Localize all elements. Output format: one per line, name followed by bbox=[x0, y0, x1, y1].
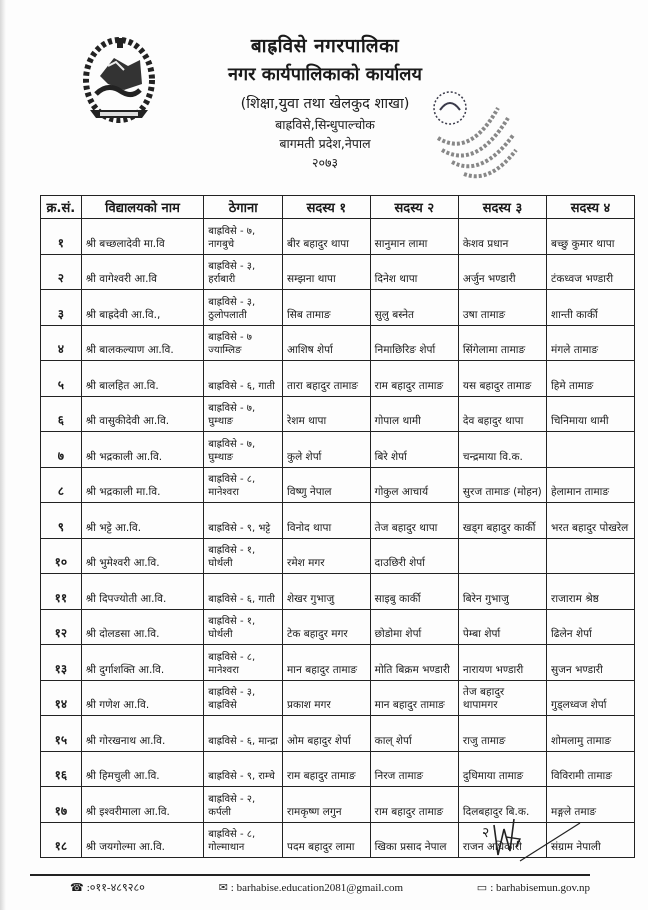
member-2-cell: दिनेश थापा bbox=[370, 254, 458, 290]
school-name-cell: श्री हिमचुली आ.वि. bbox=[81, 751, 204, 787]
serial-cell: १७ bbox=[41, 787, 82, 823]
member-1-cell: कुले शेर्पा bbox=[283, 432, 371, 468]
table-header-row bbox=[41, 196, 635, 219]
school-name-cell: श्री बच्छलादेवी मा.वि bbox=[81, 219, 204, 255]
serial-cell: ८ bbox=[41, 467, 82, 503]
table-row bbox=[41, 467, 635, 503]
member-3-cell bbox=[458, 538, 546, 574]
address-cell: बाह्रविसे - ८, मानेश्वरा bbox=[204, 467, 283, 503]
member-2-cell: साइबु कार्की bbox=[370, 574, 458, 610]
member-4-cell: बच्छु कुमार थापा bbox=[547, 219, 635, 255]
column-header-serial: क्र.सं. bbox=[41, 196, 82, 219]
member-1-cell: रेशम थापा bbox=[283, 396, 371, 432]
address-cell: बाह्रविसे - ७ ज्याम्लिङ bbox=[204, 325, 283, 361]
member-3-cell: देव बहादुर थापा bbox=[458, 396, 546, 432]
address-cell: बाह्रविसे - ७, घुम्थाङ bbox=[204, 396, 283, 432]
serial-cell: ३ bbox=[41, 290, 82, 326]
school-name-cell: श्री बालकल्याण आ.वि. bbox=[81, 325, 204, 361]
province: बागमती प्रदेश,नेपाल bbox=[279, 136, 371, 151]
table-row bbox=[41, 290, 635, 326]
table-row bbox=[41, 574, 635, 610]
address-cell: बाह्रविसे - १, घोर्थली bbox=[204, 538, 283, 574]
member-3-cell: अर्जुन भण्डारी bbox=[458, 254, 546, 290]
address-cell: बाह्रविसे - ३, बाह्रविसे bbox=[204, 680, 283, 716]
year: २०७३ bbox=[311, 155, 338, 170]
serial-cell: ४ bbox=[41, 325, 82, 361]
member-2-cell: छोडोमा शेर्पा bbox=[370, 609, 458, 645]
column-header-address: ठेगाना bbox=[204, 196, 283, 219]
address-cell: बाह्रविसे - ९, राम्चे bbox=[204, 751, 283, 787]
location: बाह्रविसे,सिन्धुपाल्चोक bbox=[275, 117, 375, 132]
member-2-cell: काल् शेर्पा bbox=[370, 716, 458, 752]
member-4-cell: संग्राम नेपाली bbox=[547, 822, 635, 858]
address-cell: बाह्रविसे - ७, घुम्थाङ bbox=[204, 432, 283, 468]
school-name-cell: श्री दोलडसा आ.वि. bbox=[81, 609, 204, 645]
member-4-cell: हेलामान तामाङ bbox=[547, 467, 635, 503]
column-header-school: विद्यालयको नाम bbox=[81, 196, 204, 219]
address-cell: बाह्रविसे - ६, गाती bbox=[204, 361, 283, 397]
member-2-cell: दाउछिरी शेर्पा bbox=[370, 538, 458, 574]
branch-name: (शिक्षा,युवा तथा खेलकुद शाखा) bbox=[240, 96, 410, 112]
member-2-cell: सुलु बस्नेत bbox=[370, 290, 458, 326]
member-1-cell: विष्णु नेपाल bbox=[283, 467, 371, 503]
member-1-cell: शेखर गुभाजु bbox=[283, 574, 371, 610]
member-4-cell: मंगले तामाङ bbox=[547, 325, 635, 361]
address-cell: बाह्रविसे - ९, भट्टे bbox=[204, 503, 283, 539]
member-2-cell: निरज तामाङ bbox=[370, 751, 458, 787]
member-3-cell: चन्द्रमाया वि.क. bbox=[458, 432, 546, 468]
member-3-cell: तेज बहादुर थापामगर bbox=[458, 680, 546, 716]
address-cell: बाह्रविसे - ६, मान्द्रा bbox=[204, 716, 283, 752]
signature-mark: २ bbox=[482, 825, 490, 841]
serial-cell: १६ bbox=[41, 751, 82, 787]
member-1-cell: बीर बहादुर थापा bbox=[283, 219, 371, 255]
table-row bbox=[41, 432, 635, 468]
member-1-cell: मान बहादुर तामाङ bbox=[283, 645, 371, 681]
member-2-cell: मोति बिक्रम भण्डारी bbox=[370, 645, 458, 681]
member-1-cell: विनोद थापा bbox=[283, 503, 371, 539]
member-1-cell: रामकृष्ण लगुन bbox=[283, 787, 371, 823]
serial-cell: १० bbox=[41, 538, 82, 574]
footer-phone bbox=[70, 880, 145, 895]
school-name-cell: श्री वासुकीदेवी आ.वि. bbox=[81, 396, 204, 432]
table-row bbox=[41, 254, 635, 290]
footer-email bbox=[219, 880, 404, 895]
member-1-cell: रमेश मगर bbox=[283, 538, 371, 574]
member-3-cell: उषा तामाङ bbox=[458, 290, 546, 326]
member-4-cell: चिनिमाया थामी bbox=[547, 396, 635, 432]
footer-divider bbox=[30, 874, 590, 876]
member-1-cell: आशिष शेर्पा bbox=[283, 325, 371, 361]
member-4-cell: राजाराम श्रेष्ठ bbox=[547, 574, 635, 610]
member-4-cell: टंकध्वज भण्डारी bbox=[547, 254, 635, 290]
member-4-cell: शोमलामु तामाङ bbox=[547, 716, 635, 752]
school-name-cell: श्री भद्रकाली आ.वि. bbox=[81, 432, 204, 468]
member-4-cell bbox=[547, 432, 635, 468]
table-body bbox=[41, 219, 635, 858]
member-3-cell: दुधिमाया तामाङ bbox=[458, 751, 546, 787]
signature-icon bbox=[480, 815, 600, 865]
school-name-cell: श्री भट्टे आ.वि. bbox=[81, 503, 204, 539]
serial-cell: १३ bbox=[41, 645, 82, 681]
table-row bbox=[41, 645, 635, 681]
office-stamp-icon bbox=[420, 88, 520, 188]
address-cell: बाह्रविसे - ३, ठुलोपलाती bbox=[204, 290, 283, 326]
serial-cell: ६ bbox=[41, 396, 82, 432]
serial-cell: १८ bbox=[41, 822, 82, 858]
member-3-cell: सिंगेलामा तामाङ bbox=[458, 325, 546, 361]
member-4-cell: सुजन भण्डारी bbox=[547, 645, 635, 681]
table-row bbox=[41, 219, 635, 255]
member-1-cell: तारा बहादुर तामाङ bbox=[283, 361, 371, 397]
table-row bbox=[41, 325, 635, 361]
address-cell: बाह्रविसे - ८, गोल्माथान bbox=[204, 822, 283, 858]
serial-cell: ११ bbox=[41, 574, 82, 610]
member-3-cell: पेम्बा शेर्पा bbox=[458, 609, 546, 645]
member-1-cell: टेक बहादुर मगर bbox=[283, 609, 371, 645]
member-2-cell: सानुमान लामा bbox=[370, 219, 458, 255]
member-2-cell: बिरे शेर्पा bbox=[370, 432, 458, 468]
serial-cell: ७ bbox=[41, 432, 82, 468]
member-2-cell: राम बहादुर तामाङ bbox=[370, 361, 458, 397]
footer-contact bbox=[70, 880, 590, 895]
school-name-cell: श्री भद्रकाली मा.वि. bbox=[81, 467, 204, 503]
table-row bbox=[41, 680, 635, 716]
member-3-cell: नारायण भण्डारी bbox=[458, 645, 546, 681]
member-3-cell: यस बहादुर तामाङ bbox=[458, 361, 546, 397]
website-url[interactable]: : barhabisemun.gov.np bbox=[490, 881, 590, 894]
phone-number: :०११-४८९२८० bbox=[86, 882, 145, 894]
table-row bbox=[41, 716, 635, 752]
school-name-cell: श्री गोरखनाथ आ.वि. bbox=[81, 716, 204, 752]
serial-cell: ९ bbox=[41, 503, 82, 539]
office-name: नगर कार्यपालिकाको कार्यालय bbox=[228, 64, 422, 85]
school-name-cell: श्री भुमेश्वरी आ.वि. bbox=[81, 538, 204, 574]
member-2-cell: गोपाल थामी bbox=[370, 396, 458, 432]
school-name-cell: श्री दिपज्योती आ.वि. bbox=[81, 574, 204, 610]
municipality-name: बाह्रविसे नगरपालिका bbox=[250, 35, 400, 57]
serial-cell: ५ bbox=[41, 361, 82, 397]
member-3-cell: बिरेन गुभाजु bbox=[458, 574, 546, 610]
page-edge-shadow bbox=[0, 0, 6, 910]
member-3-cell: राजन अधिकारी bbox=[458, 822, 546, 858]
school-committee-table bbox=[40, 195, 635, 858]
email-address[interactable]: : barhabise.education2081@gmail.com bbox=[230, 881, 404, 894]
school-name-cell: श्री बालहित आ.वि. bbox=[81, 361, 204, 397]
school-name-cell: श्री वागेश्वरी आ.वि bbox=[81, 254, 204, 290]
table-row bbox=[41, 396, 635, 432]
address-cell: बाह्रविसे - १, घोर्थली bbox=[204, 609, 283, 645]
serial-cell: १२ bbox=[41, 609, 82, 645]
member-4-cell: शान्ती कार्की bbox=[547, 290, 635, 326]
member-3-cell: सुरज तामाङ (मोहन) bbox=[458, 467, 546, 503]
envelope-icon: ✉ bbox=[218, 882, 228, 894]
school-name-cell: श्री दुर्गाशक्ति आ.वि. bbox=[81, 645, 204, 681]
school-name-cell: श्री इश्वरीमाला आ.वि. bbox=[81, 787, 204, 823]
member-2-cell: निमाछिरिङ शेर्पा bbox=[370, 325, 458, 361]
member-4-cell: गुड्लध्वज शेर्पा bbox=[547, 680, 635, 716]
footer-website bbox=[477, 880, 590, 895]
serial-cell: १५ bbox=[41, 716, 82, 752]
member-3-cell: दिलबहादुर बि.क. bbox=[458, 787, 546, 823]
school-name-cell: श्री गणेश आ.वि. bbox=[81, 680, 204, 716]
member-1-cell: ओम बहादुर शेर्पा bbox=[283, 716, 371, 752]
column-header-member-3: सदस्य ३ bbox=[458, 196, 546, 219]
table-row bbox=[41, 538, 635, 574]
column-header-member-2: सदस्य २ bbox=[370, 196, 458, 219]
table-row bbox=[41, 751, 635, 787]
address-cell: बाह्रविसे - २, कर्पली bbox=[204, 787, 283, 823]
member-2-cell: मान बहादुर तामाङ bbox=[370, 680, 458, 716]
member-1-cell: सिब तामाङ bbox=[283, 290, 371, 326]
table-row bbox=[41, 609, 635, 645]
column-header-member-4: सदस्य ४ bbox=[547, 196, 635, 219]
member-1-cell: सम्झना थापा bbox=[283, 254, 371, 290]
member-1-cell: राम बहादुर तामाङ bbox=[283, 751, 371, 787]
member-2-cell: खिका प्रसाद नेपाल bbox=[370, 822, 458, 858]
member-1-cell: पदम बहादुर लामा bbox=[283, 822, 371, 858]
member-4-cell: भरत बहादुर पोखरेल bbox=[547, 503, 635, 539]
member-4-cell: मङ्गले तमाङ bbox=[547, 787, 635, 823]
address-cell: बाह्रविसे - ३, हर्राबारी bbox=[204, 254, 283, 290]
school-name-cell: श्री जयगोल्मा आ.वि. bbox=[81, 822, 204, 858]
member-4-cell: ढिलेन शेर्पा bbox=[547, 609, 635, 645]
address-cell: बाह्रविसे - ७, नागबुचे bbox=[204, 219, 283, 255]
address-cell: बाह्रविसे - ८, मानेश्वरा bbox=[204, 645, 283, 681]
member-4-cell: विविरामी तामाङ bbox=[547, 751, 635, 787]
school-name-cell: श्री बाह्रदेवी आ.वि., bbox=[81, 290, 204, 326]
member-2-cell: राम बहादुर तामाङ bbox=[370, 787, 458, 823]
address-cell: बाह्रविसे - ६, गाती bbox=[204, 574, 283, 610]
member-3-cell: खड्ग बहादुर कार्की bbox=[458, 503, 546, 539]
nepal-government-emblem-icon bbox=[78, 32, 160, 130]
member-2-cell: गोकुल आचार्य bbox=[370, 467, 458, 503]
member-3-cell: राजु तामाङ bbox=[458, 716, 546, 752]
column-header-member-1: सदस्य १ bbox=[283, 196, 371, 219]
serial-cell: १ bbox=[41, 219, 82, 255]
phone-icon: ☎ bbox=[70, 882, 84, 894]
member-3-cell: केशव प्रधान bbox=[458, 219, 546, 255]
serial-cell: १४ bbox=[41, 680, 82, 716]
member-4-cell bbox=[547, 538, 635, 574]
table-row bbox=[41, 503, 635, 539]
monitor-icon: ▭ bbox=[476, 882, 488, 894]
table-row bbox=[41, 361, 635, 397]
member-1-cell: प्रकाश मगर bbox=[283, 680, 371, 716]
member-2-cell: तेज बहादुर थापा bbox=[370, 503, 458, 539]
serial-cell: २ bbox=[41, 254, 82, 290]
member-4-cell: हिमे तामाङ bbox=[547, 361, 635, 397]
